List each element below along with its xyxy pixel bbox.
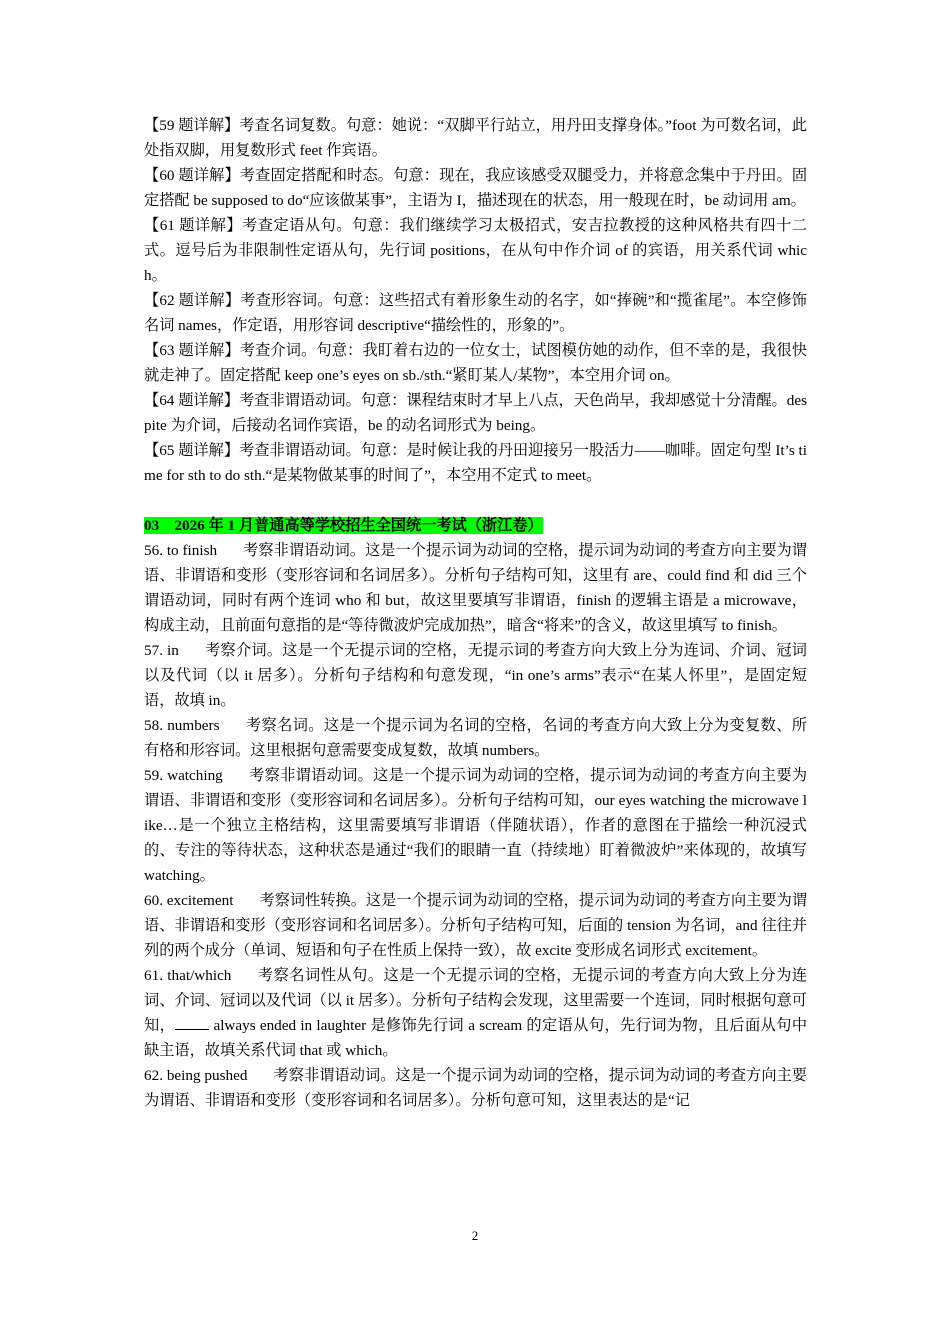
answer-text-before-blank: 考察名词性从句。这是一个无提示词的空格，无提示词的考查方向大致上分为连词、介词、冠词以及代词（以 it 居多）。分析句子结构会发现，这里需要一个连词，同时根据句意可知， [144, 967, 808, 1034]
answer-60 [144, 888, 807, 963]
explanation-59: 【59 题详解】考查名词复数。句意：她说：“双脚平行站立，用丹田支撑身体。”foot 为可数名词，此处指双脚，用复数形式 feet 作宾语。 [144, 117, 807, 159]
explanation-60: 【60 题详解】考查固定搭配和时态。句意：现在，我应该感受双腿受力，并将意念集中于丹田。固定搭配 be supposed to do“应该做某事”，主语为 I，描述现在的状态，用一般现在时，be 动词用 am。 [144, 167, 807, 209]
section-spacer [144, 488, 807, 513]
page-number: 2 [471, 1228, 479, 1243]
answer-text-after-blank: always ended in laughter 是修饰先行词 a scream 的定语从句，先行词为物，且后面从句中缺主语，故填关系代词 that 或 which。 [144, 1017, 808, 1059]
page-content [144, 113, 807, 1113]
answer-59 [144, 763, 807, 888]
answer-label: 57. in [144, 642, 179, 659]
answer-label: 61. that/which [144, 967, 232, 984]
answer-label: 60. excitement [144, 892, 234, 909]
fill-in-blank-line [175, 1015, 209, 1030]
explanation-65: 【65 题详解】考查非谓语动词。句意：是时候让我的丹田迎接另一股活力——咖啡。固定句型 It’s time for sth to do sth.“是某物做某事的时间了”，本空用不定式 to meet。 [144, 442, 807, 484]
explanation-64: 【64 题详解】考查非谓语动词。句意：课程结束时才早上八点，天色尚早，我却感觉十分清醒。despite 为介词，后接动名词作宾语，be 的动名词形式为 being。 [144, 392, 807, 434]
explanation-63: 【63 题详解】考查介词。句意：我盯着右边的一位女士，试图模仿她的动作，但不幸的是，我很快就走神了。固定搭配 keep one’s eyes on sb./sth.“紧盯某人/某物”，本空用介词 on。 [144, 342, 807, 384]
answer-text: 考察非谓语动词。这是一个提示词为动词的空格，提示词为动词的考查方向主要为谓语、非谓语和变形（变形容词和名词居多）。分析句意可知，这里表达的是“记 [144, 1067, 807, 1109]
answer-62 [144, 1063, 807, 1113]
section-heading [144, 513, 807, 538]
answer-label: 58. numbers [144, 717, 220, 734]
highlighted-heading-text: 03 2026 年 1 月普通高等学校招生全国统一考试（浙江卷） [144, 517, 543, 534]
answer-61 [144, 963, 807, 1063]
answer-57 [144, 638, 807, 713]
answer-label: 59. watching [144, 767, 223, 784]
answer-text: 考察介词。这是一个无提示词的空格，无提示词的考查方向大致上分为连词、介词、冠词以及代词（以 it 居多）。分析句子结构和句意发现，“in one’s arms”表示“在某人怀里”，是固定短语，故填 in。 [144, 642, 807, 709]
answer-label: 62. being pushed [144, 1067, 248, 1084]
explanation-61: 【61 题详解】考查定语从句。句意：我们继续学习太极招式，安吉拉教授的这种风格共有四十二式。逗号后为非限制性定语从句，先行词 positions，在从句中作介词 of 的宾语，用关系代词 which。 [144, 217, 807, 284]
answer-58 [144, 713, 807, 763]
explanation-62: 【62 题详解】考查形容词。句意：这些招式有着形象生动的名字，如“捧碗”和“揽雀尾”。本空修饰名词 names，作定语，用形容词 descriptive“描绘性的，形象的”。 [144, 292, 807, 334]
answer-56 [144, 538, 807, 638]
answer-text: 考察名词。这是一个提示词为名词的空格，名词的考查方向大致上分为变复数、所有格和形容词。这里根据句意需要变成复数，故填 numbers。 [144, 717, 807, 759]
answer-text: 考察非谓语动词。这是一个提示词为动词的空格，提示词为动词的考查方向主要为谓语、非谓语和变形（变形容词和名词居多）。分析句子结构可知，our eyes watching the microwave like…是一个独立主格结构，这里需要填写非谓语（伴随状语），作者的意图在于描绘一种沉浸式的、专注的等待状态，这种状态是通过“我们的眼睛一直（持续地）盯着微波炉”来体现的，故填写 watching。 [144, 767, 808, 884]
answer-text: 考察非谓语动词。这是一个提示词为动词的空格，提示词为动词的考查方向主要为谓语、非谓语和变形（变形容词和名词居多）。分析句子结构可知，这里有 are、could find 和 did 三个谓语动词，同时有两个连词 who 和 but，故这里要填写非谓语，finish 的逻辑主语是 a microwave，构成主动，且前面句意指的是“等待微波炉完成加热”，暗含“将来”的含义，故这里填写 to finish。 [144, 542, 807, 634]
answer-label: 56. to finish [144, 542, 218, 559]
answer-text: 考察词性转换。这是一个提示词为动词的空格，提示词为动词的考查方向主要为谓语、非谓语和变形（变形容词和名词居多）。分析句子结构可知，后面的 tension 为名词，and 往往并列的两个成分（单词、短语和句子在性质上保持一致），故 excite 变形成名词形式 excitement。 [144, 892, 808, 959]
